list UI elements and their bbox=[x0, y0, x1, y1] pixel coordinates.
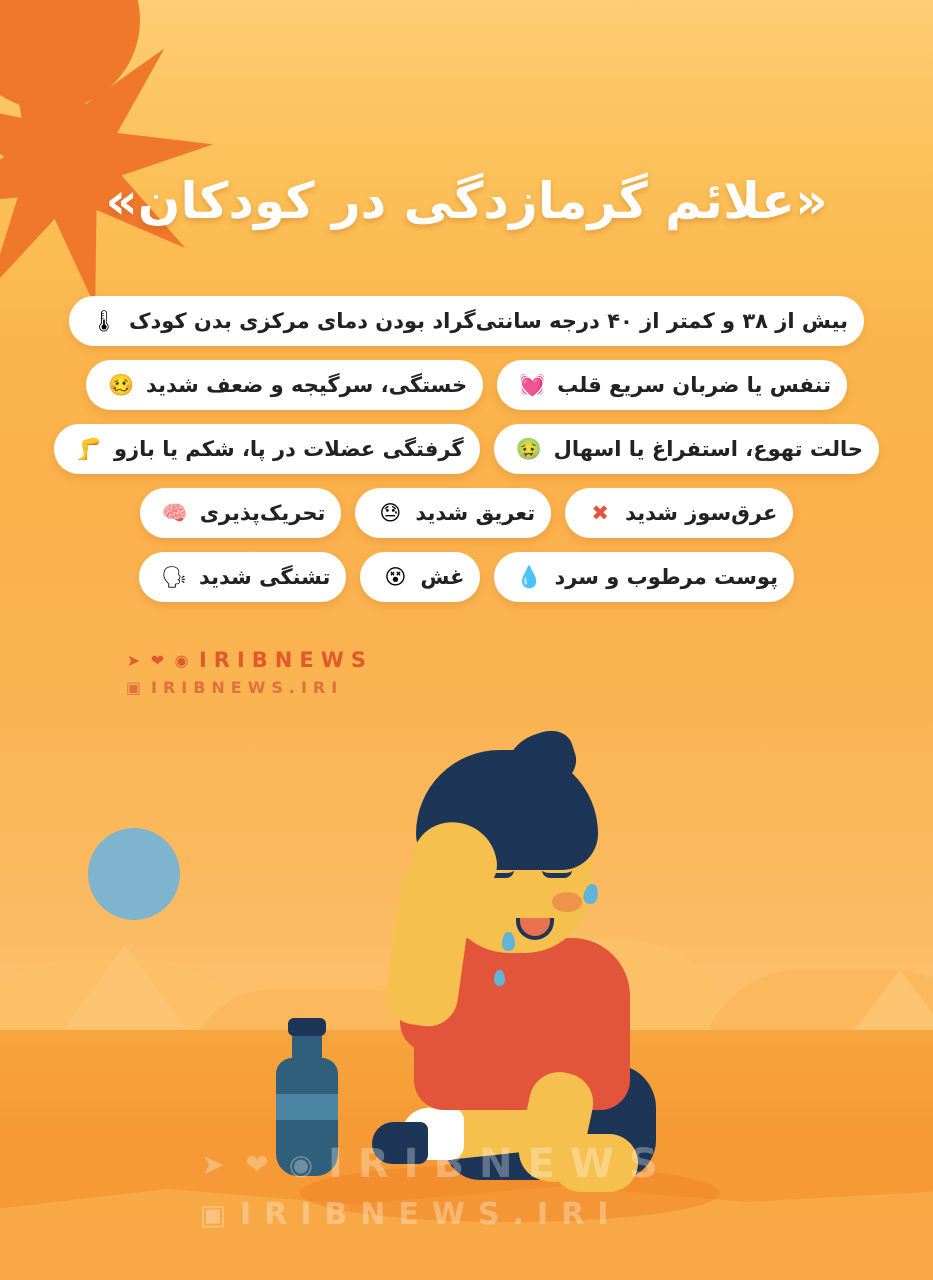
list-item-label: تعریق شدید bbox=[415, 500, 536, 525]
brand-line-primary bbox=[124, 648, 373, 672]
symptom-row bbox=[64, 552, 869, 602]
symptom-row bbox=[64, 488, 869, 538]
watermark bbox=[196, 1141, 673, 1242]
brand-name: IRIBNEWS bbox=[198, 648, 373, 672]
dizzy-person-icon: 🥴 bbox=[107, 372, 135, 397]
list-item[interactable] bbox=[494, 552, 794, 602]
nausea-face-icon: 🤢 bbox=[515, 436, 542, 461]
blue-ball bbox=[88, 828, 180, 920]
symptom-list bbox=[0, 296, 933, 616]
watermark-handle: IRIBNEWS.IRI bbox=[240, 1197, 622, 1232]
list-item-label: عرق‌سوز شدید bbox=[625, 500, 778, 525]
brand-block bbox=[124, 648, 373, 703]
aparat-icon-watermark: ❤ bbox=[245, 1147, 269, 1181]
social-icons bbox=[124, 651, 191, 670]
list-item[interactable] bbox=[360, 552, 480, 602]
list-item[interactable] bbox=[86, 360, 483, 410]
list-item-label: تحریک‌پذیری bbox=[199, 500, 326, 525]
instagram-icon[interactable]: ▣ bbox=[125, 678, 142, 697]
symptom-row bbox=[64, 424, 869, 474]
thermometer-icon: 🌡 bbox=[90, 308, 118, 333]
list-item-label: تنفس یا ضربان سریع قلب bbox=[557, 372, 831, 397]
eitaa-icon[interactable]: ◉ bbox=[174, 650, 189, 670]
list-item[interactable] bbox=[494, 424, 879, 474]
list-item-label: تشنگی شدید bbox=[199, 564, 331, 589]
brand-line-secondary bbox=[124, 678, 373, 697]
thirsty-head-icon: 🗣 bbox=[160, 564, 188, 589]
list-item[interactable] bbox=[139, 552, 346, 602]
symptom-row bbox=[64, 296, 869, 346]
list-item-label: گرفتگی عضلات در پا، شکم یا بازو bbox=[114, 436, 464, 461]
list-item-label: بیش از ۳۸ و کمتر از ۴۰ درجه سانتی‌گراد بودن دمای مرکزی بدن کودک bbox=[128, 308, 849, 333]
watermark-name: IRIBNEWS bbox=[328, 1141, 673, 1187]
sweating-face-icon: 😓 bbox=[379, 500, 402, 525]
list-item-label: حالت تهوع، استفراغ یا اسهال bbox=[553, 436, 863, 461]
heart-pulse-icon: 💓 bbox=[519, 372, 546, 397]
head-lightning-icon: 🧠 bbox=[161, 500, 188, 525]
cold-skin-icon: 💧 bbox=[516, 564, 543, 589]
page-title: «علائم گرمازدگی در کودکان» bbox=[105, 172, 828, 230]
list-item-label: غش bbox=[420, 564, 465, 589]
list-item[interactable] bbox=[497, 360, 847, 410]
eitaa-icon-watermark: ◉ bbox=[288, 1147, 314, 1181]
symptom-row bbox=[64, 360, 869, 410]
list-item-label: پوست مرطوب و سرد bbox=[554, 564, 778, 589]
telegram-icon[interactable]: ➤ bbox=[126, 650, 141, 670]
list-item[interactable] bbox=[355, 488, 551, 538]
heat-rash-icon: ✖ bbox=[591, 500, 609, 525]
brand-handle: IRIBNEWS.IRI bbox=[150, 678, 344, 697]
aparat-icon[interactable]: ❤ bbox=[150, 650, 165, 670]
telegram-icon-watermark: ➤ bbox=[201, 1147, 225, 1181]
fainting-face-icon: 😵 bbox=[384, 564, 407, 589]
list-item-label: خستگی، سرگیجه و ضعف شدید bbox=[146, 372, 468, 397]
list-item[interactable] bbox=[54, 424, 480, 474]
list-item[interactable] bbox=[140, 488, 342, 538]
instagram-icon-watermark: ▣ bbox=[199, 1198, 227, 1231]
muscle-cramp-icon: 🦵 bbox=[75, 436, 103, 461]
list-item[interactable] bbox=[565, 488, 793, 538]
list-item[interactable] bbox=[69, 296, 864, 346]
